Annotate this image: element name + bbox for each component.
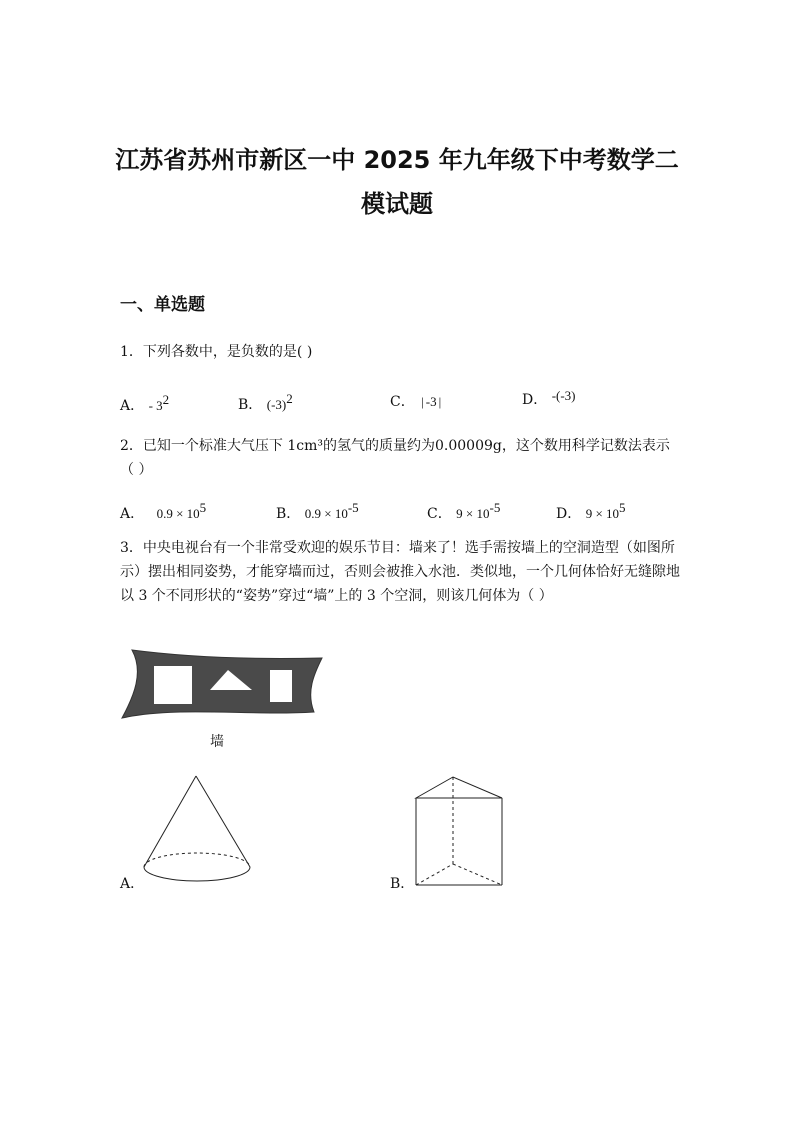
- title-line-2: 模试题: [361, 190, 433, 218]
- option-label: D．: [522, 392, 548, 408]
- option-label: C．: [427, 506, 452, 522]
- q2-a-exp: 5: [199, 500, 207, 515]
- option-label: A．: [120, 398, 145, 414]
- q3-option-b[interactable]: B．: [390, 876, 415, 892]
- q2-b-base: 0.9 × 10: [304, 506, 348, 521]
- q2-d-base: 9 × 10: [585, 506, 620, 521]
- option-label: D．: [556, 506, 582, 522]
- q1-c-expr: -3: [425, 394, 437, 409]
- q1-b-base: (-3): [266, 397, 287, 412]
- cone-base-front: [144, 867, 250, 881]
- cone-right-edge: [196, 776, 250, 867]
- option-label: A．: [120, 506, 145, 522]
- prism-hidden-bottom-right: [453, 864, 502, 885]
- section-heading: 一、单选题: [120, 295, 205, 315]
- q2-option-d[interactable]: [556, 500, 626, 523]
- question-2-stem: 2．已知一个标准大气压下 1cm³的氢气的质量约为0.00009g，这个数用科学记数法表示（ ）: [120, 438, 670, 478]
- q1-b-exp: 2: [286, 391, 293, 406]
- prism-top-face: [416, 777, 502, 798]
- q2-option-b[interactable]: [276, 500, 359, 523]
- prism-figure: [412, 774, 506, 890]
- q1-option-d[interactable]: [522, 389, 576, 409]
- square-hole: [154, 666, 192, 704]
- prism-hidden-bottom-left: [416, 864, 453, 885]
- question-3-stem: 3．中央电视台有一个非常受欢迎的娱乐节目：墙来了！选手需按墙上的空洞造型（如图所示）摆出相同姿势，才能穿墙而过，否则会被推入水池．类似地，一个几何体恰好无缝隙地以 3 个不同形状的“姿势”穿过“墙”上的 3 个空洞，则该几何体为（ ）: [120, 540, 680, 604]
- absolute-bar-left: |: [421, 394, 424, 409]
- q1-a-exp: 2: [162, 392, 170, 407]
- q2-a-base: 0.9 × 10: [156, 506, 200, 521]
- wall-caption: 墙: [210, 734, 224, 750]
- q2-option-a[interactable]: [120, 500, 206, 523]
- q2-b-exp: -5: [347, 500, 359, 515]
- page-title: [110, 138, 684, 226]
- title-line-1: 江苏省苏州市新区一中 2025 年九年级下中考数学二: [115, 146, 679, 174]
- rectangle-hole: [270, 670, 292, 702]
- q2-option-c[interactable]: [427, 500, 500, 523]
- cone-base-back: [144, 853, 250, 867]
- option-label: B．: [238, 397, 263, 413]
- wall-figure: [118, 646, 324, 720]
- q1-a-base: - 3: [148, 398, 163, 413]
- q2-c-base: 9 × 10: [456, 506, 490, 521]
- q1-option-c[interactable]: [390, 391, 443, 411]
- cone-figure: [140, 774, 256, 888]
- q2-d-exp: 5: [619, 500, 626, 515]
- q1-option-b[interactable]: [238, 391, 293, 414]
- option-label: B．: [276, 506, 301, 522]
- question-1-stem: 1．下列各数中，是负数的是( ): [120, 344, 313, 360]
- q2-c-exp: -5: [489, 500, 501, 515]
- q1-d-expr: -(-3): [551, 388, 576, 403]
- q3-option-a[interactable]: A．: [120, 876, 145, 892]
- option-label: C．: [390, 394, 415, 410]
- absolute-bar-right: |: [438, 394, 442, 409]
- q1-option-a[interactable]: [120, 392, 169, 415]
